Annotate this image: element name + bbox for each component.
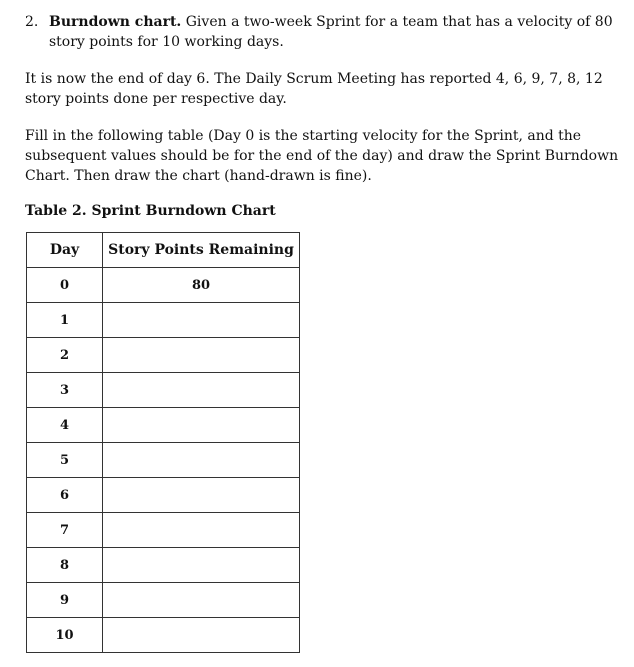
points-cell[interactable]	[103, 478, 300, 513]
table-row	[27, 478, 300, 513]
question-line1: Given a two-week Sprint for a team that has a velocity of 80	[181, 14, 613, 30]
table-row	[27, 408, 300, 443]
day-cell: 9	[27, 583, 103, 618]
points-cell[interactable]	[103, 548, 300, 583]
points-cell[interactable]	[103, 373, 300, 408]
points-cell[interactable]	[103, 513, 300, 548]
day-cell: 0	[27, 268, 103, 303]
table-row	[27, 303, 300, 338]
points-cell[interactable]	[103, 408, 300, 443]
question-line2: story points for 10 working days.	[49, 34, 284, 50]
points-cell[interactable]	[103, 303, 300, 338]
table-caption: Table 2. Sprint Burndown Chart	[25, 203, 276, 219]
points-cell[interactable]	[103, 338, 300, 373]
question-text	[25, 12, 615, 52]
instructions-paragraph	[25, 126, 620, 186]
points-cell[interactable]	[103, 443, 300, 478]
points-cell[interactable]	[103, 583, 300, 618]
header-story-points: Story Points Remaining	[103, 233, 300, 268]
points-cell[interactable]: 80	[103, 268, 300, 303]
day-cell: 6	[27, 478, 103, 513]
day-cell: 4	[27, 408, 103, 443]
table-row	[27, 338, 300, 373]
day-cell: 5	[27, 443, 103, 478]
instructions-line2: subsequent values should be for the end of the day) and draw the Sprint Burndown	[25, 148, 619, 164]
table-row	[27, 443, 300, 478]
scrum-report-line1: It is now the end of day 6. The Daily Scrum Meeting has reported 4, 6, 9, 7, 8, 12	[25, 71, 603, 87]
table-row	[27, 268, 300, 303]
table-row	[27, 513, 300, 548]
day-cell: 3	[27, 373, 103, 408]
table-row	[27, 618, 300, 653]
scrum-report-paragraph	[25, 69, 615, 109]
day-cell: 7	[27, 513, 103, 548]
table-row	[27, 583, 300, 618]
burndown-table	[26, 232, 300, 653]
scrum-report-line2: story points done per respective day.	[25, 91, 287, 107]
table-row	[27, 373, 300, 408]
question-number: 2.	[25, 14, 39, 30]
day-cell: 8	[27, 548, 103, 583]
day-cell: 2	[27, 338, 103, 373]
question-title: Burndown chart.	[49, 14, 182, 30]
instructions-line1: Fill in the following table (Day 0 is the starting velocity for the Sprint, and the	[25, 128, 582, 144]
table-header-row	[27, 233, 300, 268]
instructions-line3: Chart. Then draw the chart (hand-drawn is fine).	[25, 168, 372, 184]
header-day: Day	[27, 233, 103, 268]
day-cell: 1	[27, 303, 103, 338]
points-cell[interactable]	[103, 618, 300, 653]
day-cell: 10	[27, 618, 103, 653]
table-row	[27, 548, 300, 583]
